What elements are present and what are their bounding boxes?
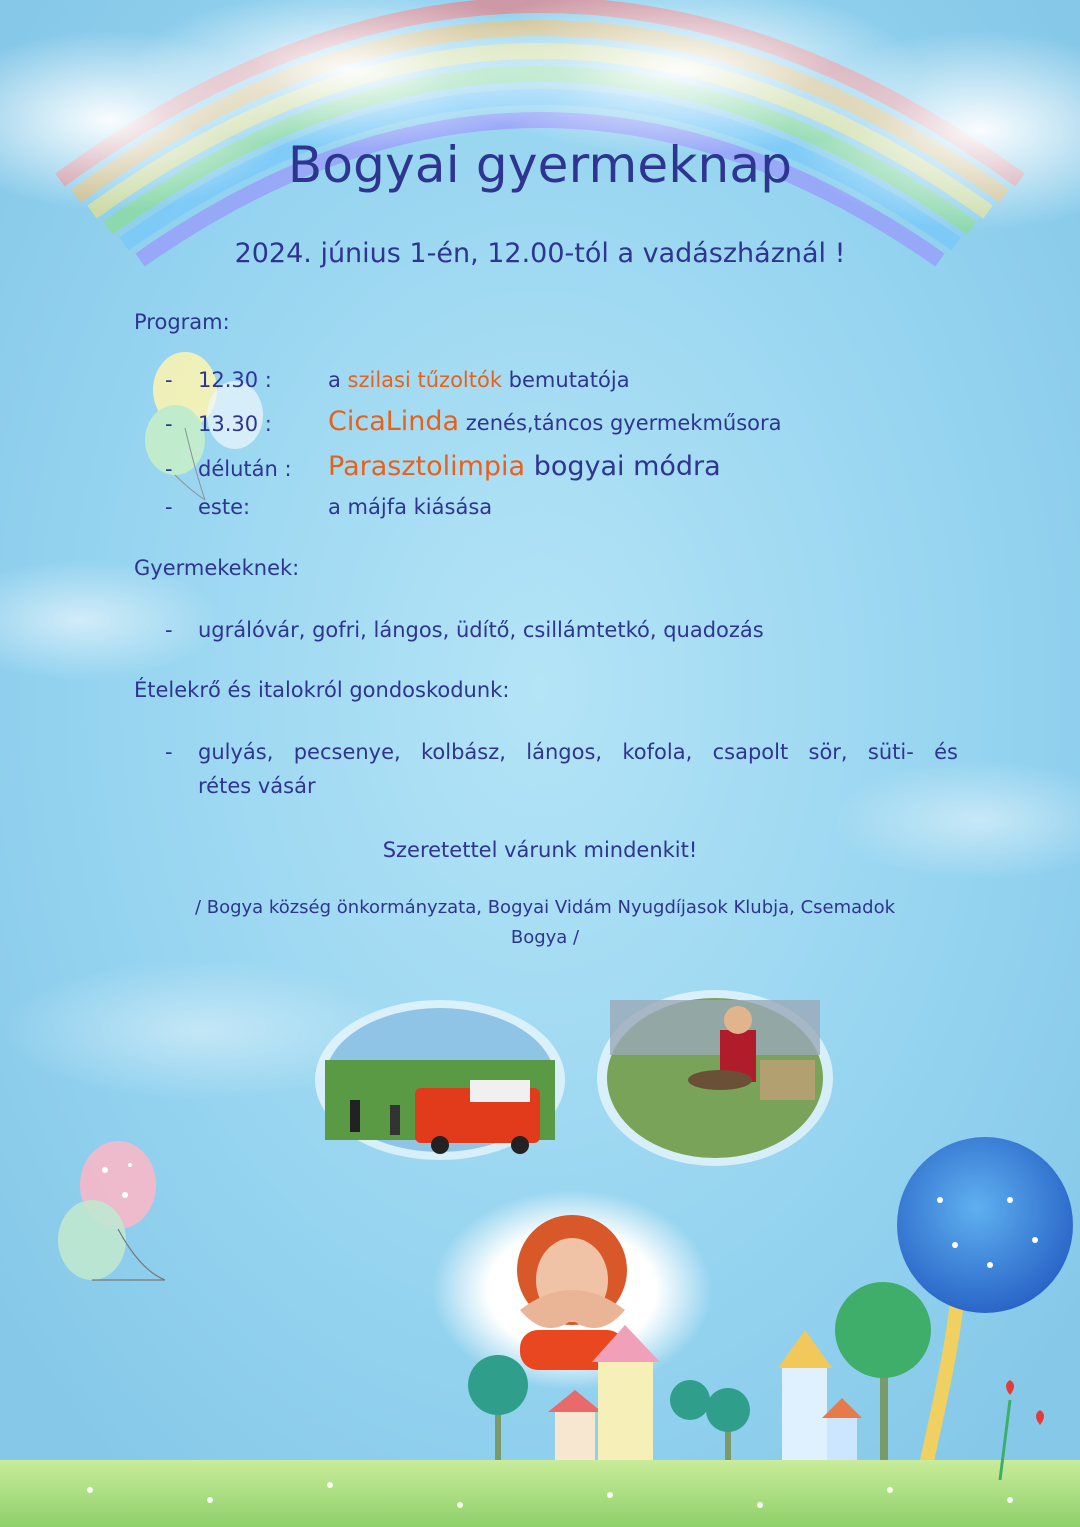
program-item-time: este:	[198, 495, 251, 519]
kids-activities: ugrálóvár, gofri, lángos, üdítő, csillámtetkó, quadozás	[198, 618, 764, 642]
closing-message: Szeretettel várunk mindenkit!	[382, 838, 698, 862]
photo-parasztolimpia	[597, 990, 833, 1166]
program-item-text: bogyai módra	[525, 451, 721, 482]
program-item-highlight: CicaLinda	[328, 406, 460, 437]
program-item-dash: -	[165, 495, 173, 519]
program-item-time: 13.30 :	[198, 412, 272, 436]
program-item-text: bemutatója	[502, 368, 630, 392]
program-item-dash: -	[165, 457, 173, 481]
kids-label: Gyermekeknek:	[134, 556, 300, 580]
program-item-text: a	[328, 368, 348, 392]
program-item-text: zenés,táncos gyermekműsora	[459, 411, 782, 435]
food-dash: -	[165, 740, 173, 764]
organizers	[150, 893, 940, 953]
photo-firefighters	[315, 1000, 565, 1160]
organizers-line-1: / Bogya község önkormányzata, Bogyai Vidám Nyugdíjasok Klubja, Csemadok	[194, 897, 896, 918]
page-title: Bogyai gyermeknap	[287, 136, 793, 194]
program-item-dash: -	[165, 368, 173, 392]
program-item-highlight: Parasztolimpia	[328, 451, 526, 482]
program-item-description	[328, 451, 721, 482]
program-item-highlight: szilasi tűzoltók	[347, 368, 502, 392]
program-item-time: délután :	[198, 457, 292, 481]
food-list-line-1: gulyás, pecsenye, kolbász, lángos, kofola, csapolt sör, süti- és	[198, 740, 958, 764]
program-item-time: 12.30 :	[198, 368, 272, 392]
food-list-line-2: rétes vásár	[198, 774, 316, 798]
photo-cicalinda	[432, 1190, 712, 1390]
food-label: Ételekrő és italokról gondoskodunk:	[134, 678, 510, 702]
kids-dash: -	[165, 618, 173, 642]
program-label: Program:	[134, 310, 230, 334]
organizers-line-2: Bogya /	[510, 927, 580, 948]
program-item-dash: -	[165, 412, 173, 436]
event-date-location: 2024. június 1-én, 12.00-tól a vadászháznál !	[234, 238, 846, 269]
program-item-description: a májfa kiásása	[328, 495, 493, 519]
grass	[0, 1460, 1080, 1527]
program-item-description	[328, 368, 630, 392]
program-item-description	[328, 406, 782, 437]
